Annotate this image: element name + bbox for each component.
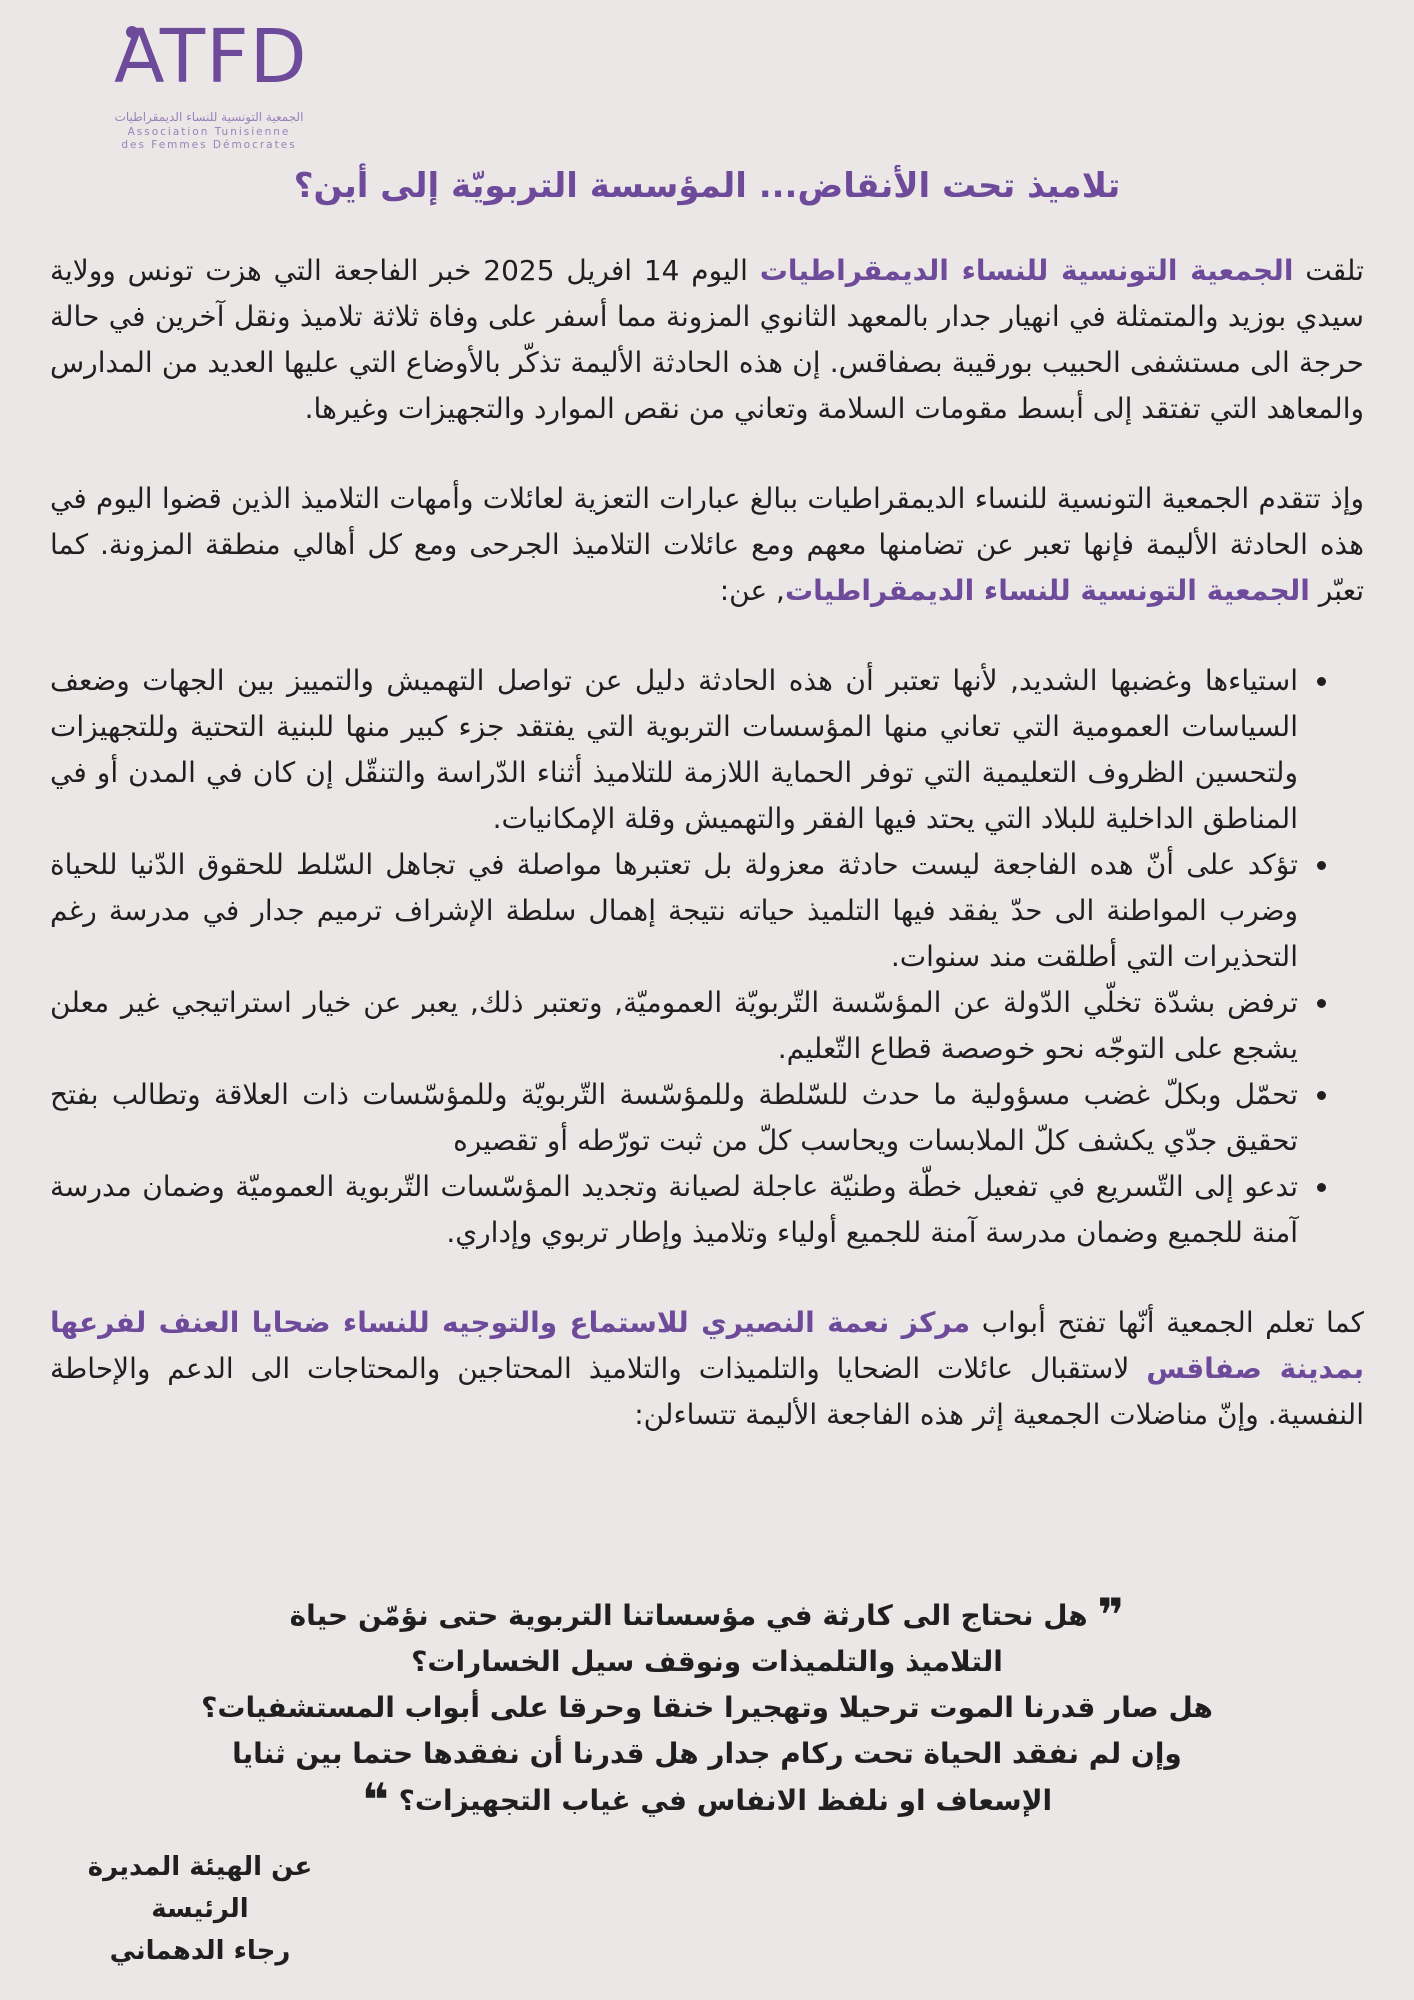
signature-role: الرئيسة: [151, 1894, 249, 1924]
support-text-rest: لاستقبال عائلات الضحايا والتلميذات والتلاميذ المحتاجين والمحتاجات الى الدعم والإحاطة النفسية. وإنّ مناضلات الجمعية إثر هذه الفاجعة الأليمة تتساءلن:: [50, 1352, 1364, 1431]
signature-name: رجاء الدهماني: [109, 1936, 291, 1966]
list-item: • تحمّل وبكلّ غضب مسؤولية ما حدث للسّلطة وللمؤسّسة التّربويّة وللمؤسّسات ذات العلاقة وتطالب بفتح تحقيق جدّي يكشف كلّ الملابسات ويحاسب كلّ من ثبت تورّطه أو تقصيره: [50, 1072, 1302, 1164]
list-item: • ترفض بشدّة تخلّي الدّولة عن المؤسّسة التّربويّة العموميّة, وتعتبر ذلك, يعبر عن خيار استراتيجي غير معلن يشجع على التوجّه نحو خوصصة قطاع التّعليم.: [50, 980, 1302, 1072]
quote-line-4: وإن لم نفقد الحياة تحت ركام جدار هل قدرنا أن نفقدها حتما بين ثنايا: [232, 1737, 1182, 1770]
list-item: • تؤكد على أنّ هده الفاجعة ليست حادثة معزولة بل تعتبرها مواصلة في تجاهل السّلط للحقوق الدّنيا للحياة وضرب المواطنة الى حدّ يفقد فيها التلميذ حياته نتيجة إهمال سلطة الإشراف ترميم جدار في مدرسة رغم التحذيرات التي أطلقت مند سنوات.: [50, 842, 1302, 980]
quote-line: [180, 1773, 1234, 1827]
support-center-name: مركز نعمة النصيري للاستماع والتوجيه للنساء ضحايا العنف لفرعها بمدينة صفاقس: [50, 1306, 1364, 1385]
support-text-start: كما تعلم الجمعية أنّها تفتح أبواب: [970, 1306, 1364, 1339]
logo-acronym: ATFD: [114, 14, 308, 100]
statement-body: [50, 248, 1364, 1482]
signature-board: عن الهيئة المديرة: [87, 1852, 313, 1882]
quote-line: [180, 1639, 1234, 1685]
quote-line: [180, 1731, 1234, 1777]
logo-french-name: [104, 126, 314, 152]
quote-line-1: هل نحتاج الى كارثة في مؤسساتنا التربوية حتى نؤمّن حياة: [289, 1599, 1088, 1632]
quote-line-5: الإسعاف او نلفظ الانفاس في غياب التجهيزات؟: [398, 1784, 1053, 1817]
close-quote-icon: ❝: [361, 1773, 389, 1827]
intro-text-start: تلقت: [1293, 254, 1364, 287]
demands-list: [50, 658, 1364, 1256]
quote-line: [180, 1588, 1234, 1642]
condolences-text-start: وإذ تتقدم الجمعية التونسية للنساء الديمقراطيات ببالغ عبارات التعزية لعائلات وأمهات التلاميذ الذين قضوا اليوم في هذه الحادثة الأليمة فإنها تعبر عن تضامنها معهم ومع عائلات التلاميذ الجرحى ومع كل أهالي منطقة المزونة. كما تعبّر: [50, 482, 1364, 607]
questions-quote: [180, 1588, 1234, 1827]
intro-org-name: الجمعية التونسية للنساء الديمقراطيات: [759, 254, 1294, 287]
condolences-org-name: الجمعية التونسية للنساء الديمقراطيات: [784, 574, 1310, 607]
condolences-text-end: , عن:: [719, 574, 785, 607]
list-item: • استياءها وغضبها الشديد, لأنها تعتبر أن هذه الحادثة دليل عن تواصل التهميش والتمييز بين الجهات وضعف السياسات العمومية التي تعاني منها المؤسسات التربوية التي يفتقد جزء كبير منها للبنية التحتية وللتجهيزات ولتحسين الظروف التعليمية التي توفر الحماية اللازمة للتلاميذ أثناء الدّراسة والتنقّل إن كان في المدن أو في المناطق الداخلية للبلاد التي يحتد فيها الفقر والتهميش وقلة الإمكانيات.: [50, 658, 1302, 842]
atfd-logo: [100, 14, 320, 160]
paragraph-support-center: [50, 1300, 1364, 1438]
quote-line-3: هل صار قدرنا الموت ترحيلا وتهجيرا خنقا وحرقا على أبواب المستشفيات؟: [201, 1691, 1213, 1724]
quote-line: [180, 1685, 1234, 1731]
logo-arabic-name: الجمعية التونسية للنساء الديمقراطيات: [114, 110, 304, 124]
list-item: • تدعو إلى التّسريع في تفعيل خطّة وطنيّة عاجلة لصيانة وتجديد المؤسّسات التّربوية العموميّة وضمان مدرسة آمنة للجميع وضمان مدرسة آمنة للجميع أولياء وتلاميذ وإطار تربوي وإداري.: [50, 1164, 1302, 1256]
logo-french-line2: des Femmes Démocrates: [121, 139, 297, 151]
signature-block: [60, 1846, 340, 1972]
logo-french-line1: Association Tunisienne: [127, 126, 291, 138]
intro-text-rest: اليوم 14 افريل 2025 خبر الفاجعة التي هزت تونس وولاية سيدي بوزيد والمتمثلة في انهيار جدار بالمعهد الثانوي المزونة مما أسفر على وفاة ثلاثة تلاميذ ونقل آخرين في حالة حرجة الى مستشفى الحبيب بورقيبة بصفاقس. إن هذه الحادثة الأليمة تذكّر بالأوضاع التي عليها العديد من المدارس والمعاهد التي تفتقد إلى أبسط مقومات السلامة وتعاني من نقص الموارد والتجهيزات وغيرها.: [50, 254, 1364, 425]
open-quote-icon: ❞: [1097, 1588, 1125, 1642]
quote-line-2: التلاميذ والتلميذات ونوقف سيل الخسارات؟: [411, 1645, 1003, 1678]
paragraph-condolences: [50, 476, 1364, 614]
paragraph-intro: [50, 248, 1364, 432]
page-title: تلاميذ تحت الأنقاض... المؤسسة التربويّة إلى أين؟: [293, 166, 1121, 206]
